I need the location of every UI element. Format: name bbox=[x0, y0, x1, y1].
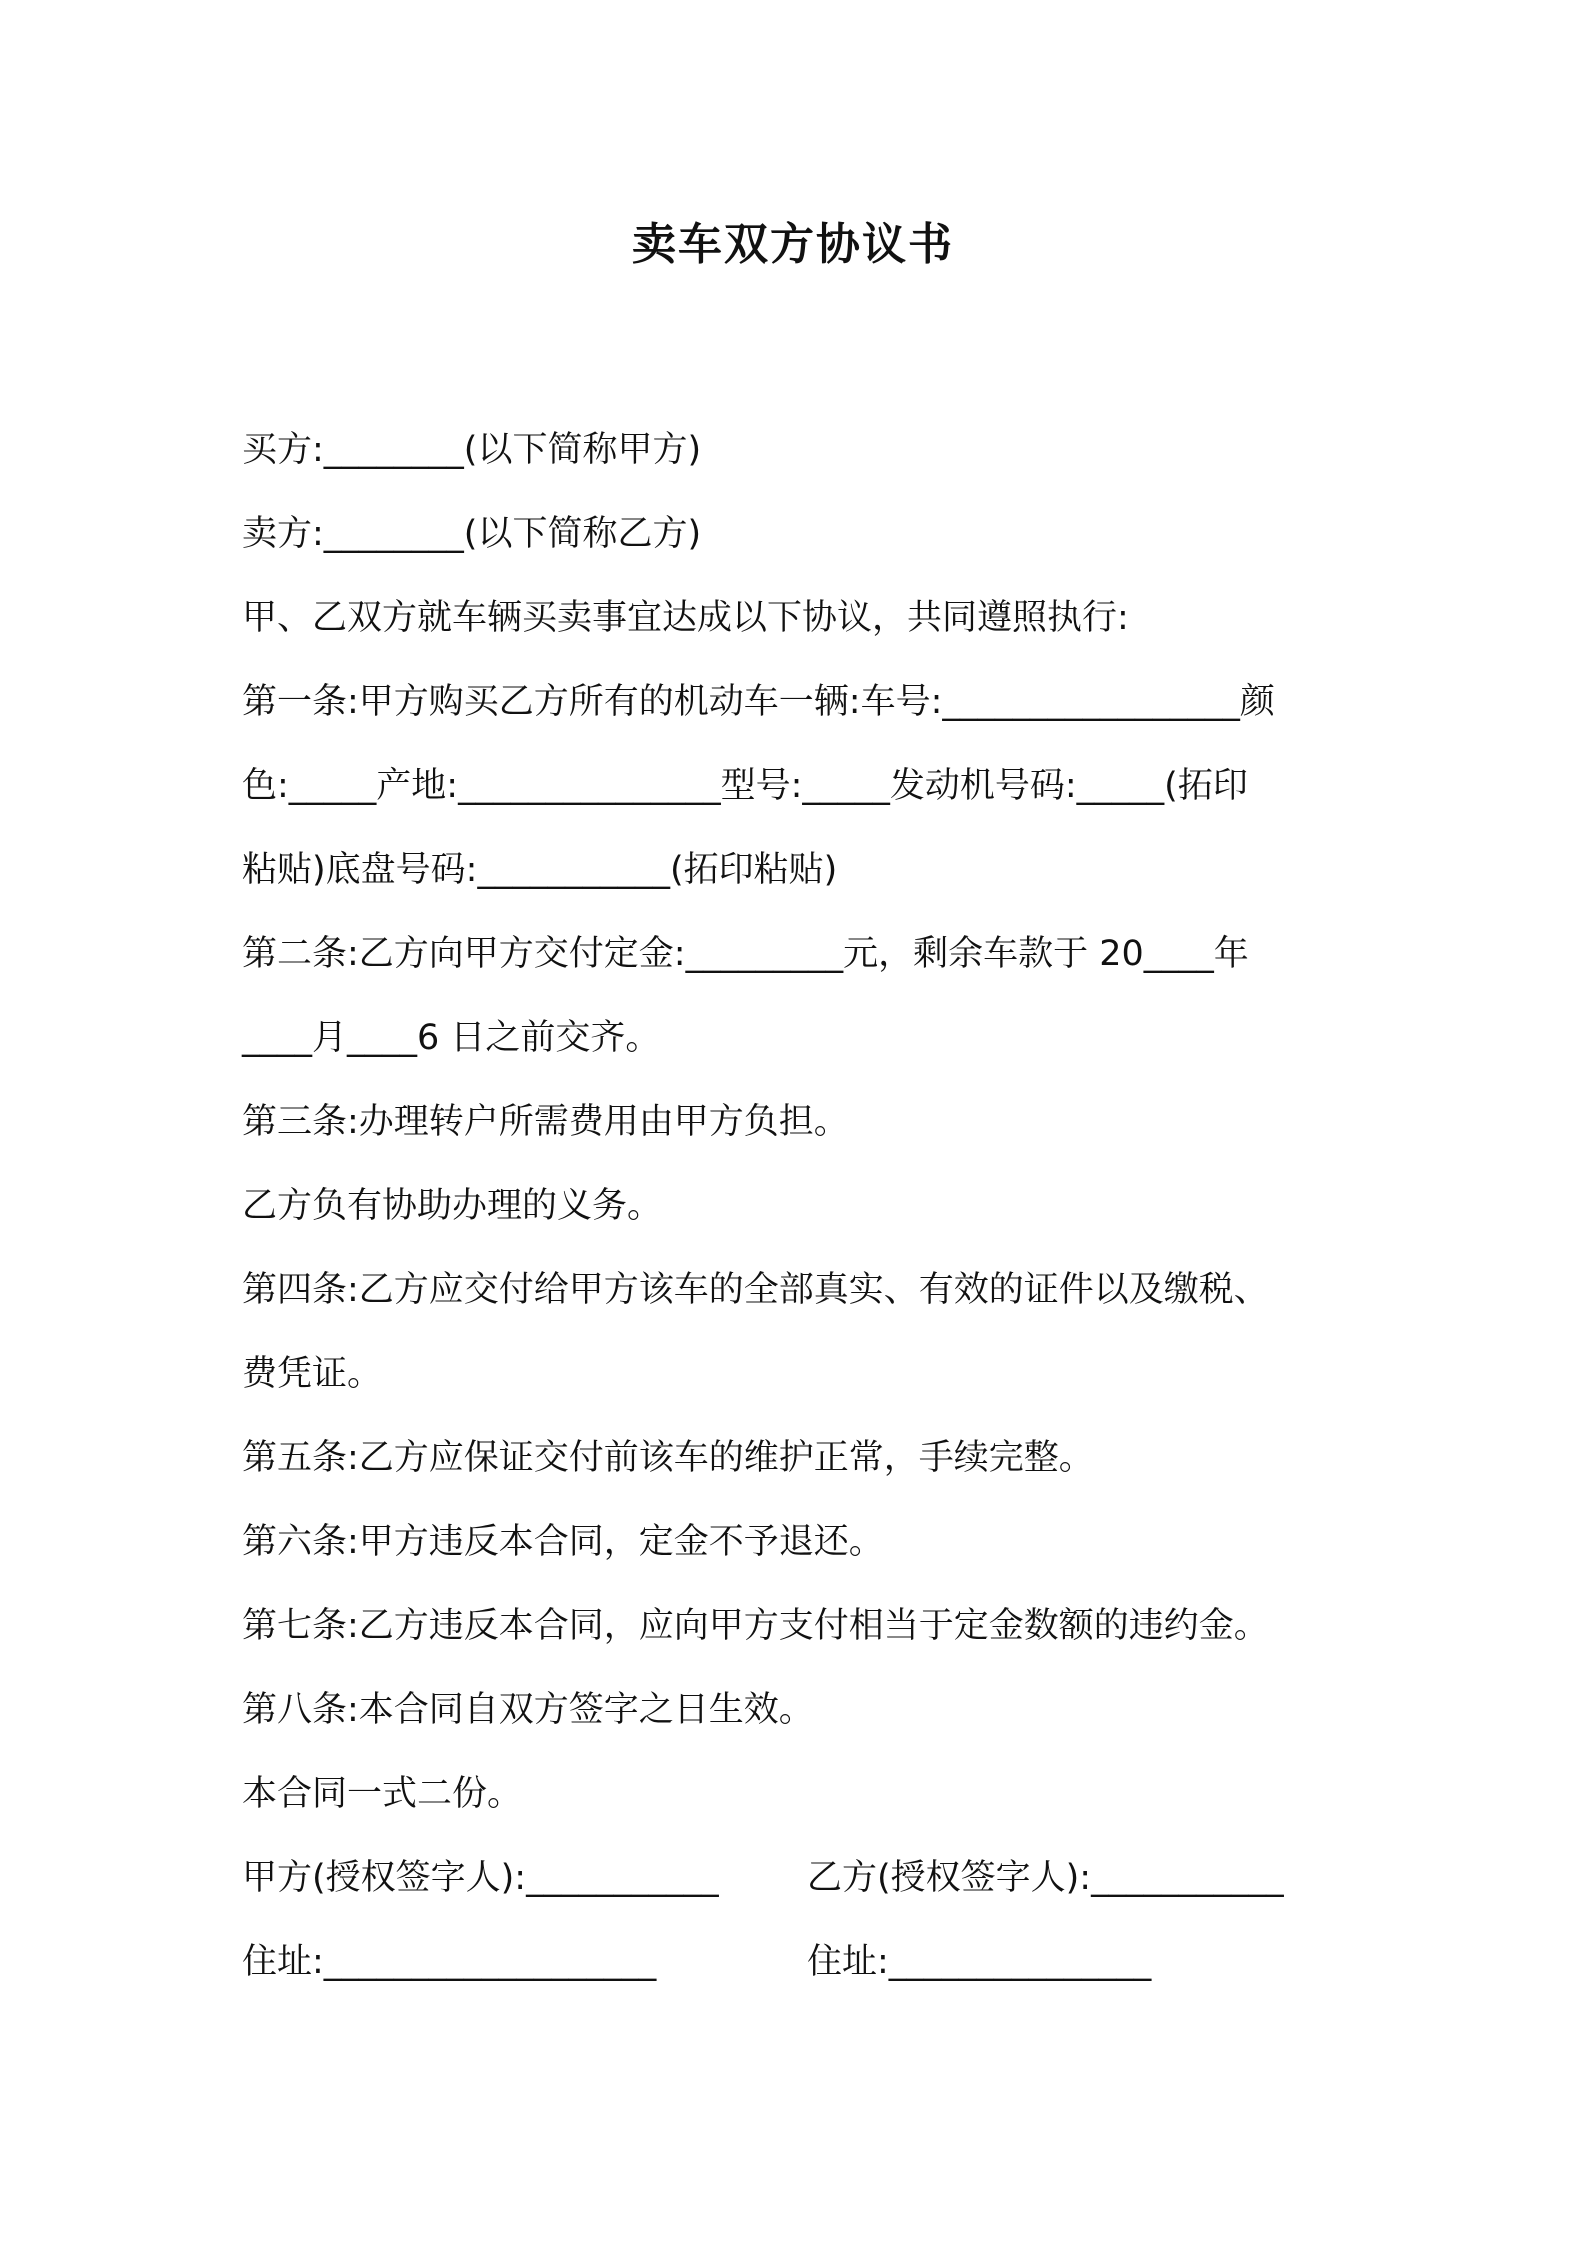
article-6-line: 第六条:甲方违反本合同，定金不予退还。 bbox=[242, 1522, 884, 1562]
article-1-line-2: 色:_____产地:_______________型号:_____发动机号码:_____(拓印 bbox=[242, 766, 1248, 806]
article-1-line-1: 第一条:甲方购买乙方所有的机动车一辆:车号:_________________颜 bbox=[242, 682, 1275, 722]
article-2-line-2: ____月____6 日之前交齐。 bbox=[242, 1018, 661, 1058]
article-8-line: 第八条:本合同自双方签字之日生效。 bbox=[242, 1690, 814, 1730]
article-3-line-2: 乙方负有协助办理的义务。 bbox=[242, 1186, 663, 1226]
party-a-address-field: 住址:___________________ bbox=[242, 1942, 657, 1982]
document-title: 卖车双方协议书 bbox=[632, 219, 954, 270]
address-row bbox=[242, 1920, 1352, 2004]
article-7-line: 第七条:乙方违反本合同，应向甲方支付相当于定金数额的违约金。 bbox=[242, 1606, 1269, 1646]
buyer-line: 买方:________(以下简称甲方) bbox=[242, 430, 702, 470]
party-b-address-field: 住址:_______________ bbox=[807, 1942, 1152, 1982]
party-b-signer-field: 乙方(授权签字人):___________ bbox=[807, 1858, 1284, 1898]
article-4-line-1: 第四条:乙方应交付给甲方该车的全部真实、有效的证件以及缴税、 bbox=[242, 1270, 1269, 1310]
article-2-line-1: 第二条:乙方向甲方交付定金:_________元，剩余车款于 20____年 bbox=[242, 934, 1249, 974]
article-4-line-2: 费凭证。 bbox=[242, 1354, 383, 1394]
document-body bbox=[242, 408, 1352, 2004]
preamble-line: 甲、乙双方就车辆买卖事宜达成以下协议，共同遵照执行: bbox=[242, 598, 1129, 638]
signer-row bbox=[242, 1836, 1352, 1920]
article-3-line-1: 第三条:办理转户所需费用由甲方负担。 bbox=[242, 1102, 849, 1142]
article-1-line-3: 粘贴)底盘号码:___________(拓印粘贴) bbox=[242, 850, 838, 890]
seller-line: 卖方:________(以下简称乙方) bbox=[242, 514, 702, 554]
article-5-line: 第五条:乙方应保证交付前该车的维护正常，手续完整。 bbox=[242, 1438, 1094, 1478]
copies-line: 本合同一式二份。 bbox=[242, 1774, 523, 1814]
party-a-signer-field: 甲方(授权签字人):___________ bbox=[242, 1858, 719, 1898]
